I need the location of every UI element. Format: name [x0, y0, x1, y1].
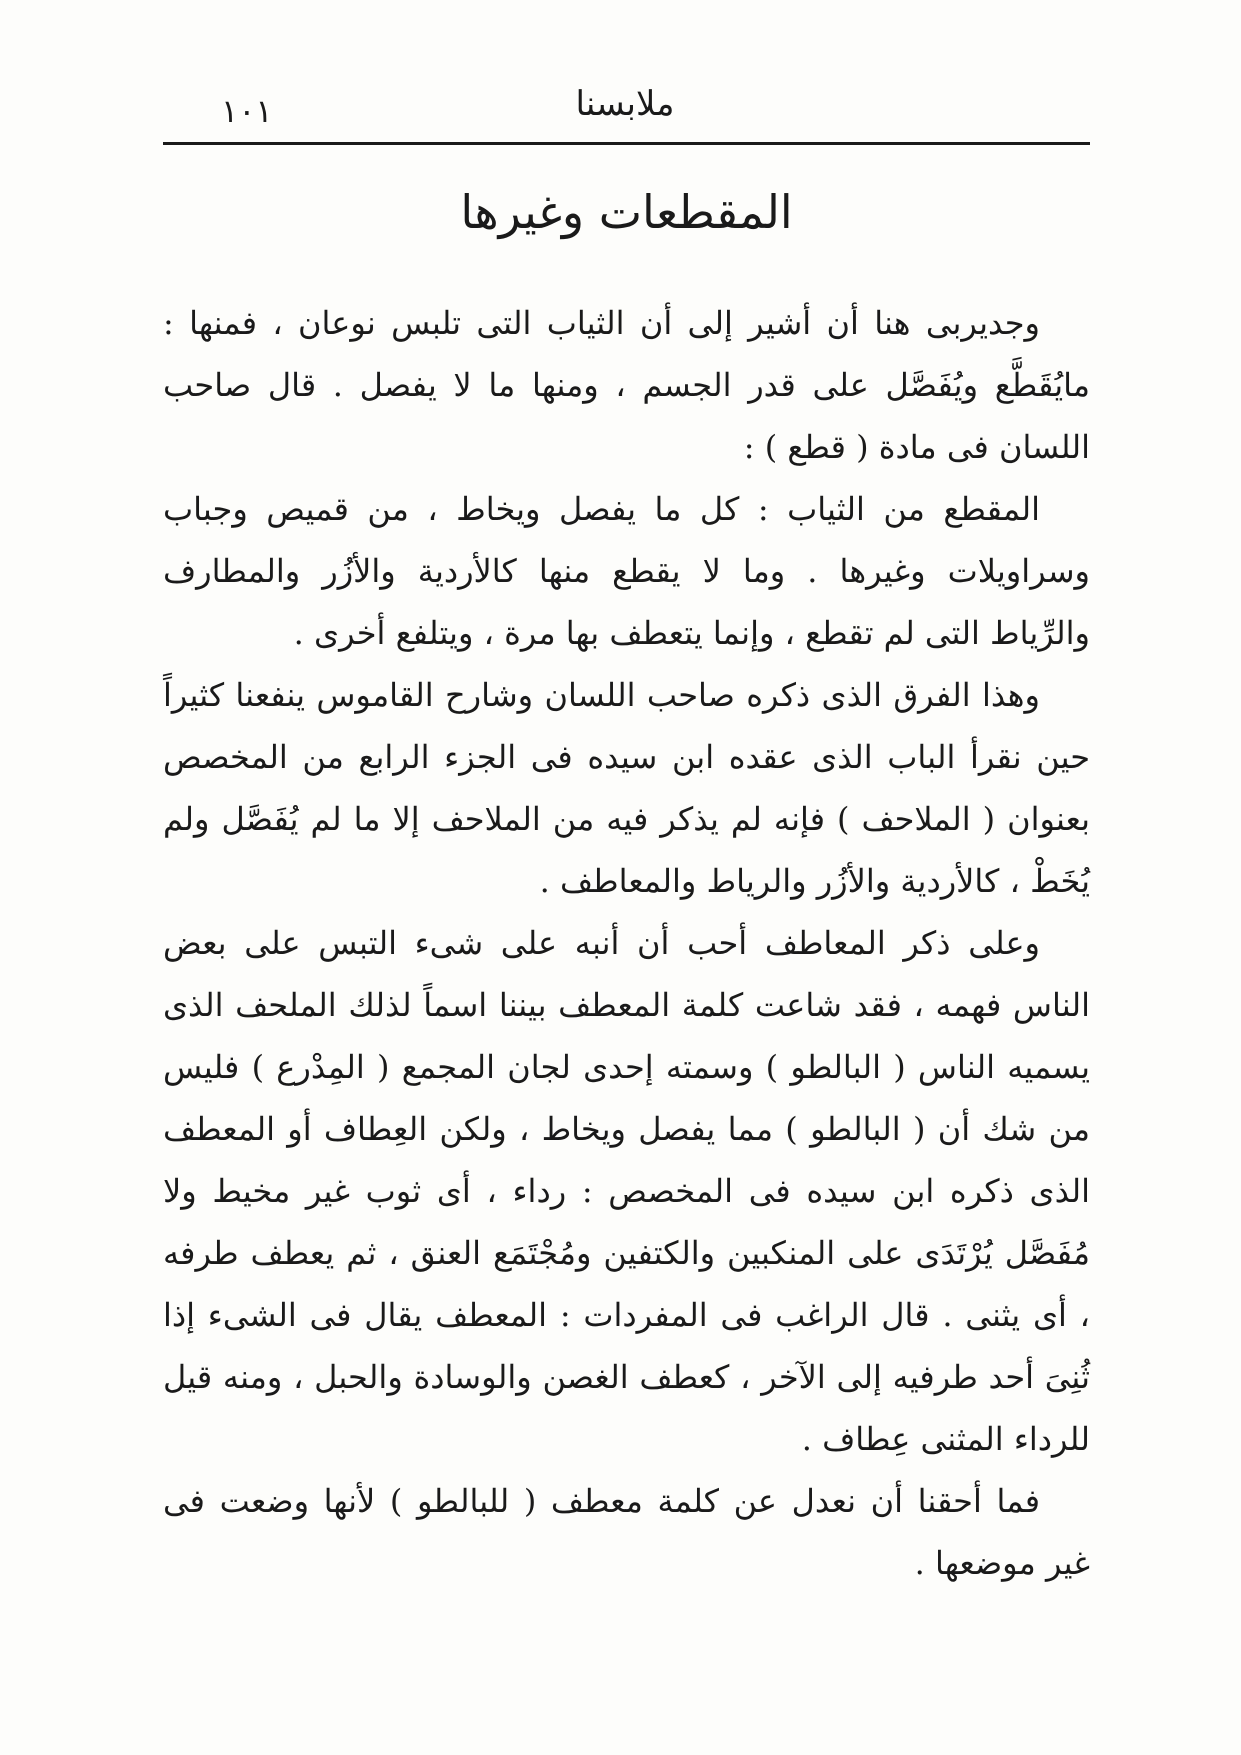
paragraph: فما أحقنا أن نعدل عن كلمة معطف ( للبالطو ) لأنها وضعت فى غير موضعها .: [163, 1482, 1090, 1582]
running-title: ملابسنا: [575, 84, 675, 124]
body-text: [163, 292, 1090, 1594]
running-header: [165, 78, 1085, 138]
paragraph: المقطع من الثياب : كل ما يفصل ويخاط ، من قميص وجباب وسراويلات وغيرها . وما لا يقطع منها كالأردية والأزُر والمطارف والرِّياط التى لم تقطع ، وإنما يتعطف بها مرة ، ويتلفع أخرى .: [163, 490, 1090, 652]
paragraph: وهذا الفرق الذى ذكره صاحب اللسان وشارح القاموس ينفعنا كثيراً حين نقرأ الباب الذى عقده ابن سيده فى الجزء الرابع من المخصص بعنوان ( الملاحف ) فإنه لم يذكر فيه من الملاحف إلا ما لم يُفَصَّل ولم يُخَطْ ، كالأردية والأزُر والرياط والمعاطف .: [163, 676, 1090, 900]
page-number: ١٠١: [221, 92, 273, 130]
paragraph: وجديربى هنا أن أشير إلى أن الثياب التى تلبس نوعان ، فمنها : مايُقَطَّع ويُفَصَّل على قدر الجسم ، ومنها ما لا يفصل . قال صاحب اللسان فى مادة ( قطع ) :: [163, 304, 1090, 466]
chapter-title: المقطعات وغيرها: [460, 185, 793, 239]
paragraph: وعلى ذكر المعاطف أحب أن أنبه على شىء التبس على بعض الناس فهمه ، فقد شاعت كلمة المعطف بيننا اسماً لذلك الملحف الذى يسميه الناس ( البالطو ) وسمته إحدى لجان المجمع ( المِدْرع ) فليس من شك أن ( البالطو ) مما يفصل ويخاط ، ولكن العِطاف أو المعطف الذى ذكره ابن سيده فى المخصص : رداء ، أى ثوب غير مخيط ولا مُفَصَّل يُرْتَدَى على المنكبين والكتفين ومُجْتَمَع العنق ، ثم يعطف طرفه ، أى يثنى . قال الراغب فى المفردات : المعطف يقال فى الشىء إذا ثُنِىَ أحد طرفيه إلى الآخر ، كعطف الغصن والوسادة والحبل ، ومنه قيل للرداء المثنى عِطاف .: [163, 924, 1090, 1458]
header-rule: [163, 142, 1090, 145]
